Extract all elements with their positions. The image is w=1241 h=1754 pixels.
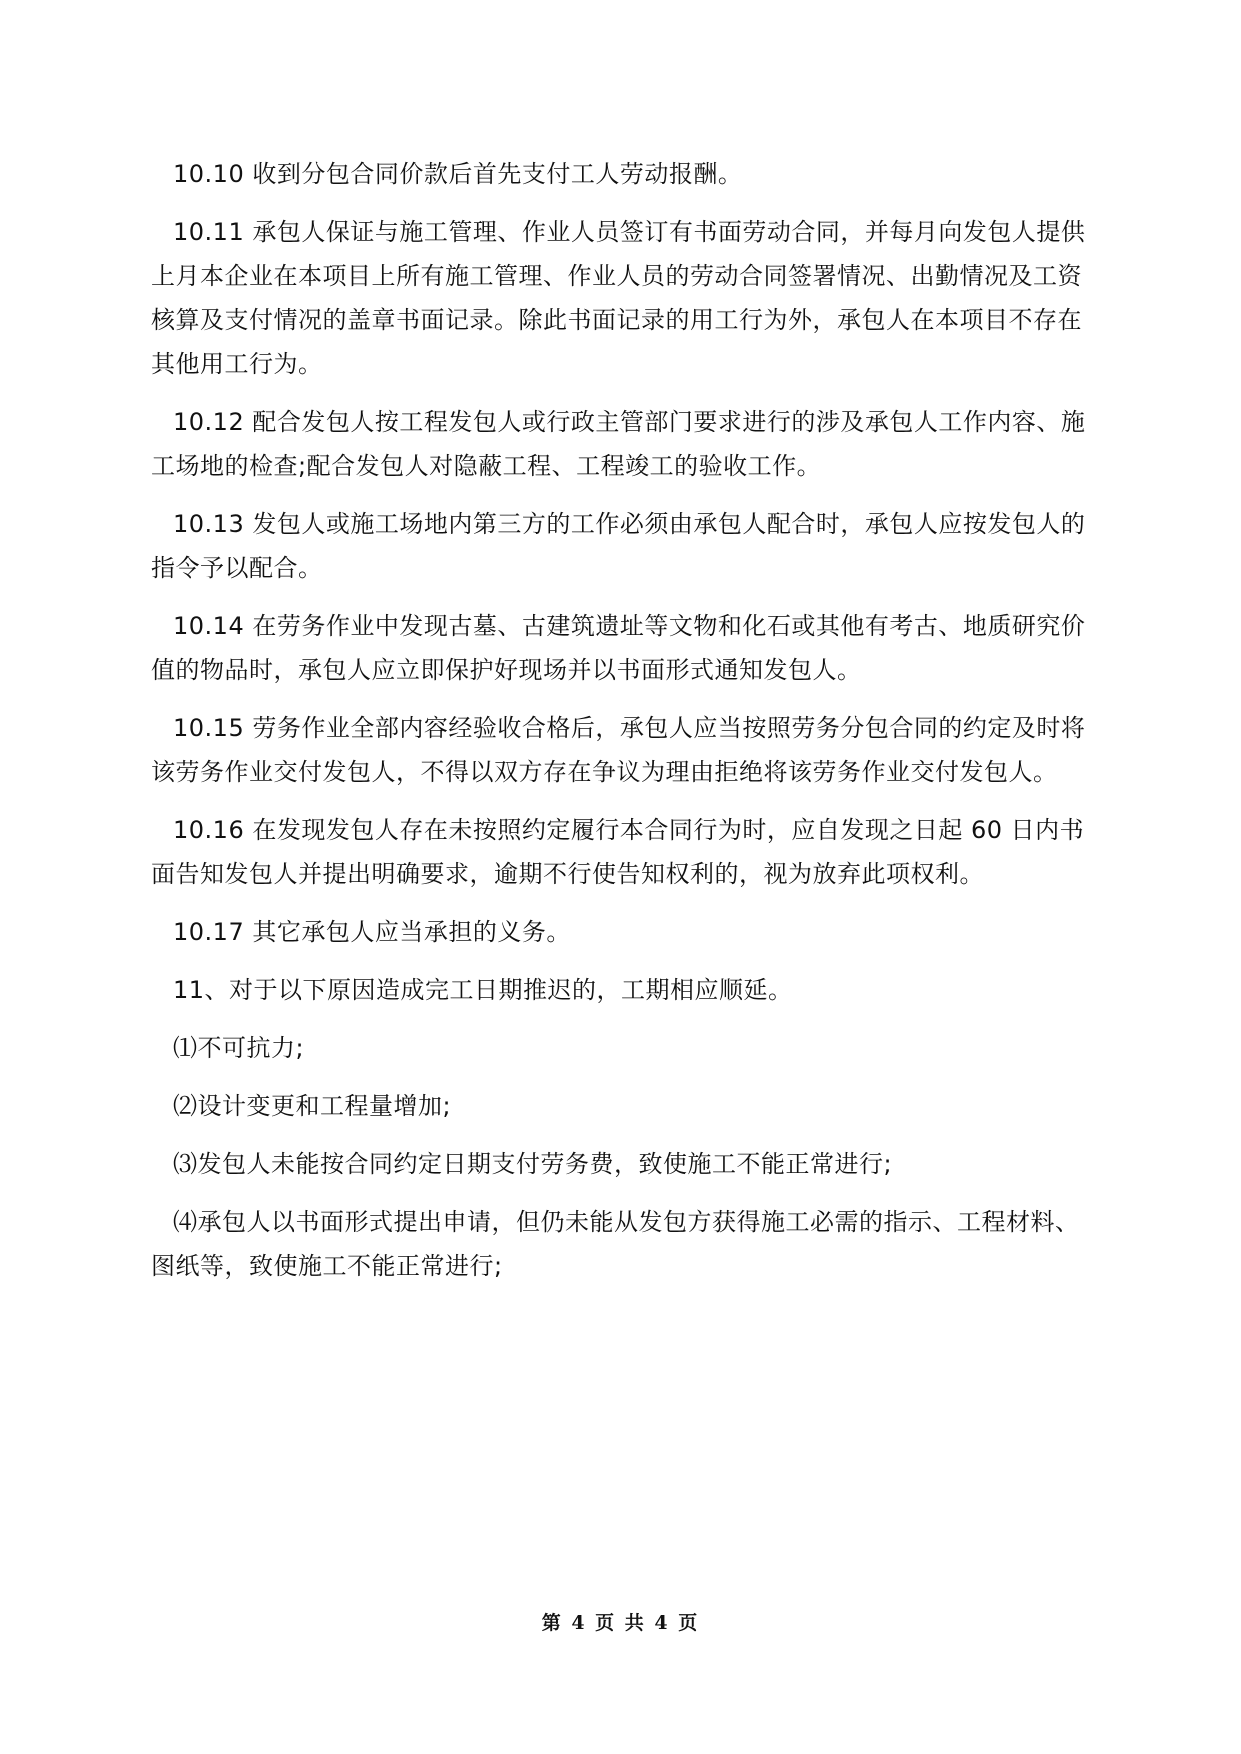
clause-10-11: 10.11 承包人保证与施工管理、作业人员签订有书面劳动合同，并每月向发包人提供上月本企业在本项目上所有施工管理、作业人员的劳动合同签署情况、出勤情况及工资核算及支付情况的盖章书面记录。除此书面记录的用工行为外，承包人在本项目不存在其他用工行为。 (151, 218, 1086, 378)
clause-10-16: 10.16 在发现发包人存在未按照约定履行本合同行为时，应自发现之日起 60 日内书面告知发包人并提出明确要求，逾期不行使告知权利的，视为放弃此项权利。 (151, 816, 1085, 888)
page-number-footer: 第 4 页 共 4 页 (541, 1612, 700, 1634)
clause-10-14: 10.14 在劳务作业中发现古墓、古建筑遗址等文物和化石或其他有考古、地质研究价值的物品时，承包人应立即保护好现场并以书面形式通知发包人。 (151, 612, 1086, 684)
list-item-3: ⑶发包人未能按合同约定日期支付劳务费，致使施工不能正常进行; (173, 1150, 893, 1178)
clause-10-15: 10.15 劳务作业全部内容经验收合格后，承包人应当按照劳务分包合同的约定及时将该劳务作业交付发包人，不得以双方存在争议为理由拒绝将该劳务作业交付发包人。 (151, 714, 1086, 786)
list-item-1: ⑴不可抗力; (173, 1034, 305, 1062)
clause-10-13: 10.13 发包人或施工场地内第三方的工作必须由承包人配合时，承包人应按发包人的指令予以配合。 (151, 510, 1086, 582)
clause-10-17: 10.17 其它承包人应当承担的义务。 (173, 918, 571, 946)
document-body (151, 152, 1091, 1302)
clause-10-10: 10.10 收到分包合同价款后首先支付工人劳动报酬。 (173, 160, 743, 188)
clause-10-12: 10.12 配合发包人按工程发包人或行政主管部门要求进行的涉及承包人工作内容、施工场地的检查;配合发包人对隐蔽工程、工程竣工的验收工作。 (151, 408, 1086, 480)
list-item-2: ⑵设计变更和工程量增加; (173, 1092, 452, 1120)
list-item-4: ⑷承包人以书面形式提出申请，但仍未能从发包方获得施工必需的指示、工程材料、图纸等，致使施工不能正常进行; (151, 1208, 1080, 1280)
clause-11: 11、对于以下原因造成完工日期推迟的，工期相应顺延。 (173, 976, 793, 1004)
